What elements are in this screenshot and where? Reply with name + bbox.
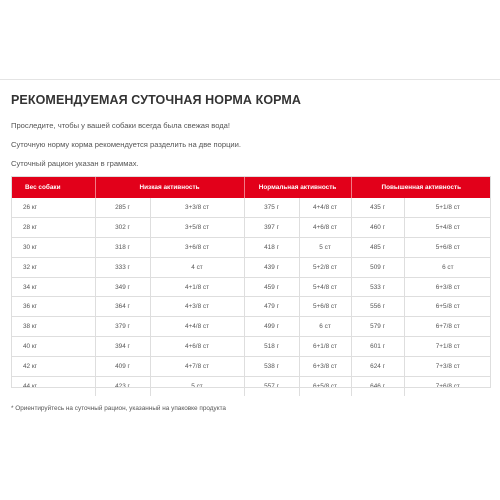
normal-cups-cell: 6+5/8 ст [299, 377, 351, 396]
low-grams-cell: 302 г [95, 217, 150, 237]
table-row [11, 317, 491, 337]
normal-cups-cell: 6 ст [299, 317, 351, 337]
portion-note: Суточную норму корма рекомендуется разделить на две порции. [11, 140, 242, 149]
high-cups-cell: 7+1/8 ст [404, 337, 491, 357]
normal-grams-cell: 397 г [244, 217, 299, 237]
header-high-activity: Повышенная активность [351, 176, 491, 198]
table-row [11, 217, 491, 237]
high-cups-cell: 5+4/8 ст [404, 217, 491, 237]
low-cups-cell: 3+5/8 ст [150, 217, 244, 237]
header-normal-activity: Нормальная активность [244, 176, 351, 198]
low-cups-cell: 3+6/8 ст [150, 237, 244, 257]
table-row [11, 337, 491, 357]
normal-cups-cell: 5+2/8 ст [299, 257, 351, 277]
high-grams-cell: 579 г [351, 317, 404, 337]
normal-cups-cell: 4+6/8 ст [299, 217, 351, 237]
weight-cell: 44 кг [11, 377, 95, 396]
low-grams-cell: 394 г [95, 337, 150, 357]
low-cups-cell: 4+4/8 ст [150, 317, 244, 337]
high-cups-cell: 6+3/8 ст [404, 277, 491, 297]
low-cups-cell: 4+7/8 ст [150, 357, 244, 377]
weight-cell: 42 кг [11, 357, 95, 377]
table-row [11, 377, 491, 396]
normal-cups-cell: 5+4/8 ст [299, 277, 351, 297]
normal-grams-cell: 499 г [244, 317, 299, 337]
top-divider [0, 79, 500, 80]
normal-grams-cell: 538 г [244, 357, 299, 377]
high-cups-cell: 6+5/8 ст [404, 297, 491, 317]
low-cups-cell: 4+6/8 ст [150, 337, 244, 357]
table-row [11, 257, 491, 277]
normal-grams-cell: 479 г [244, 297, 299, 317]
low-cups-cell: 4 ст [150, 257, 244, 277]
high-grams-cell: 460 г [351, 217, 404, 237]
high-grams-cell: 485 г [351, 237, 404, 257]
high-cups-cell: 5+1/8 ст [404, 198, 491, 217]
normal-grams-cell: 518 г [244, 337, 299, 357]
high-cups-cell: 7+6/8 ст [435, 382, 460, 390]
normal-cups-cell: 6+1/8 ст [299, 337, 351, 357]
high-cups-cell: 6+7/8 ст [404, 317, 491, 337]
low-grams-cell: 333 г [95, 257, 150, 277]
weight-cell: 28 кг [11, 217, 95, 237]
high-grams-cell: 601 г [351, 337, 404, 357]
high-cups-cell: 7+3/8 ст [404, 357, 491, 377]
footnote: * Ориентируйтесь на суточный рацион, указанный на упаковке продукта [11, 405, 226, 412]
normal-grams-cell: 439 г [244, 257, 299, 277]
normal-cups-cell: 6+3/8 ст [299, 357, 351, 377]
low-cups-cell: 5 ст [150, 377, 244, 396]
low-grams-cell: 379 г [95, 317, 150, 337]
low-cups-cell: 4+1/8 ст [150, 277, 244, 297]
normal-grams-cell: 557 г [244, 377, 299, 396]
high-grams-cell: 533 г [351, 277, 404, 297]
table-row [11, 277, 491, 297]
low-grams-cell: 349 г [95, 277, 150, 297]
high-grams-cell: 435 г [351, 198, 404, 217]
table-header-row [11, 176, 491, 198]
weight-cell: 26 кг [11, 198, 95, 217]
weight-cell: 30 кг [11, 237, 95, 257]
low-grams-cell: 364 г [95, 297, 150, 317]
high-grams-cell: 624 г [351, 357, 404, 377]
weight-cell: 38 кг [11, 317, 95, 337]
table-row [11, 357, 491, 377]
normal-grams-cell: 375 г [244, 198, 299, 217]
table-row [11, 237, 491, 257]
weight-cell: 32 кг [11, 257, 95, 277]
header-weight: Вес собаки [11, 176, 95, 198]
high-cups-cell: 6 ст [404, 257, 491, 277]
page-title: РЕКОМЕНДУЕМАЯ СУТОЧНАЯ НОРМА КОРМА [11, 93, 302, 107]
high-grams-cell: 509 г [351, 257, 404, 277]
normal-grams-cell: 459 г [244, 277, 299, 297]
high-grams-cell: 556 г [351, 297, 404, 317]
low-cups-cell: 3+3/8 ст [150, 198, 244, 217]
high-cups-cell: 5+6/8 ст [404, 237, 491, 257]
low-grams-cell: 318 г [95, 237, 150, 257]
low-cups-cell: 4+3/8 ст [150, 297, 244, 317]
feeding-table [11, 176, 491, 396]
grams-note: Суточный рацион указан в граммах. [11, 159, 139, 168]
normal-cups-cell: 5+6/8 ст [299, 297, 351, 317]
table-row [11, 198, 491, 217]
water-note: Проследите, чтобы у вашей собаки всегда была свежая вода! [11, 121, 231, 130]
low-grams-cell: 423 г [95, 377, 150, 396]
header-low-activity: Низкая активность [95, 176, 244, 198]
weight-cell: 34 кг [11, 277, 95, 297]
weight-cell: 40 кг [11, 337, 95, 357]
normal-grams-cell: 418 г [244, 237, 299, 257]
normal-cups-cell: 5 ст [299, 237, 351, 257]
normal-cups-cell: 4+4/8 ст [299, 198, 351, 217]
table-row [11, 297, 491, 317]
low-grams-cell: 285 г [95, 198, 150, 217]
high-grams-cell: 646 г [351, 377, 404, 396]
weight-cell: 36 кг [11, 297, 95, 317]
low-grams-cell: 409 г [95, 357, 150, 377]
